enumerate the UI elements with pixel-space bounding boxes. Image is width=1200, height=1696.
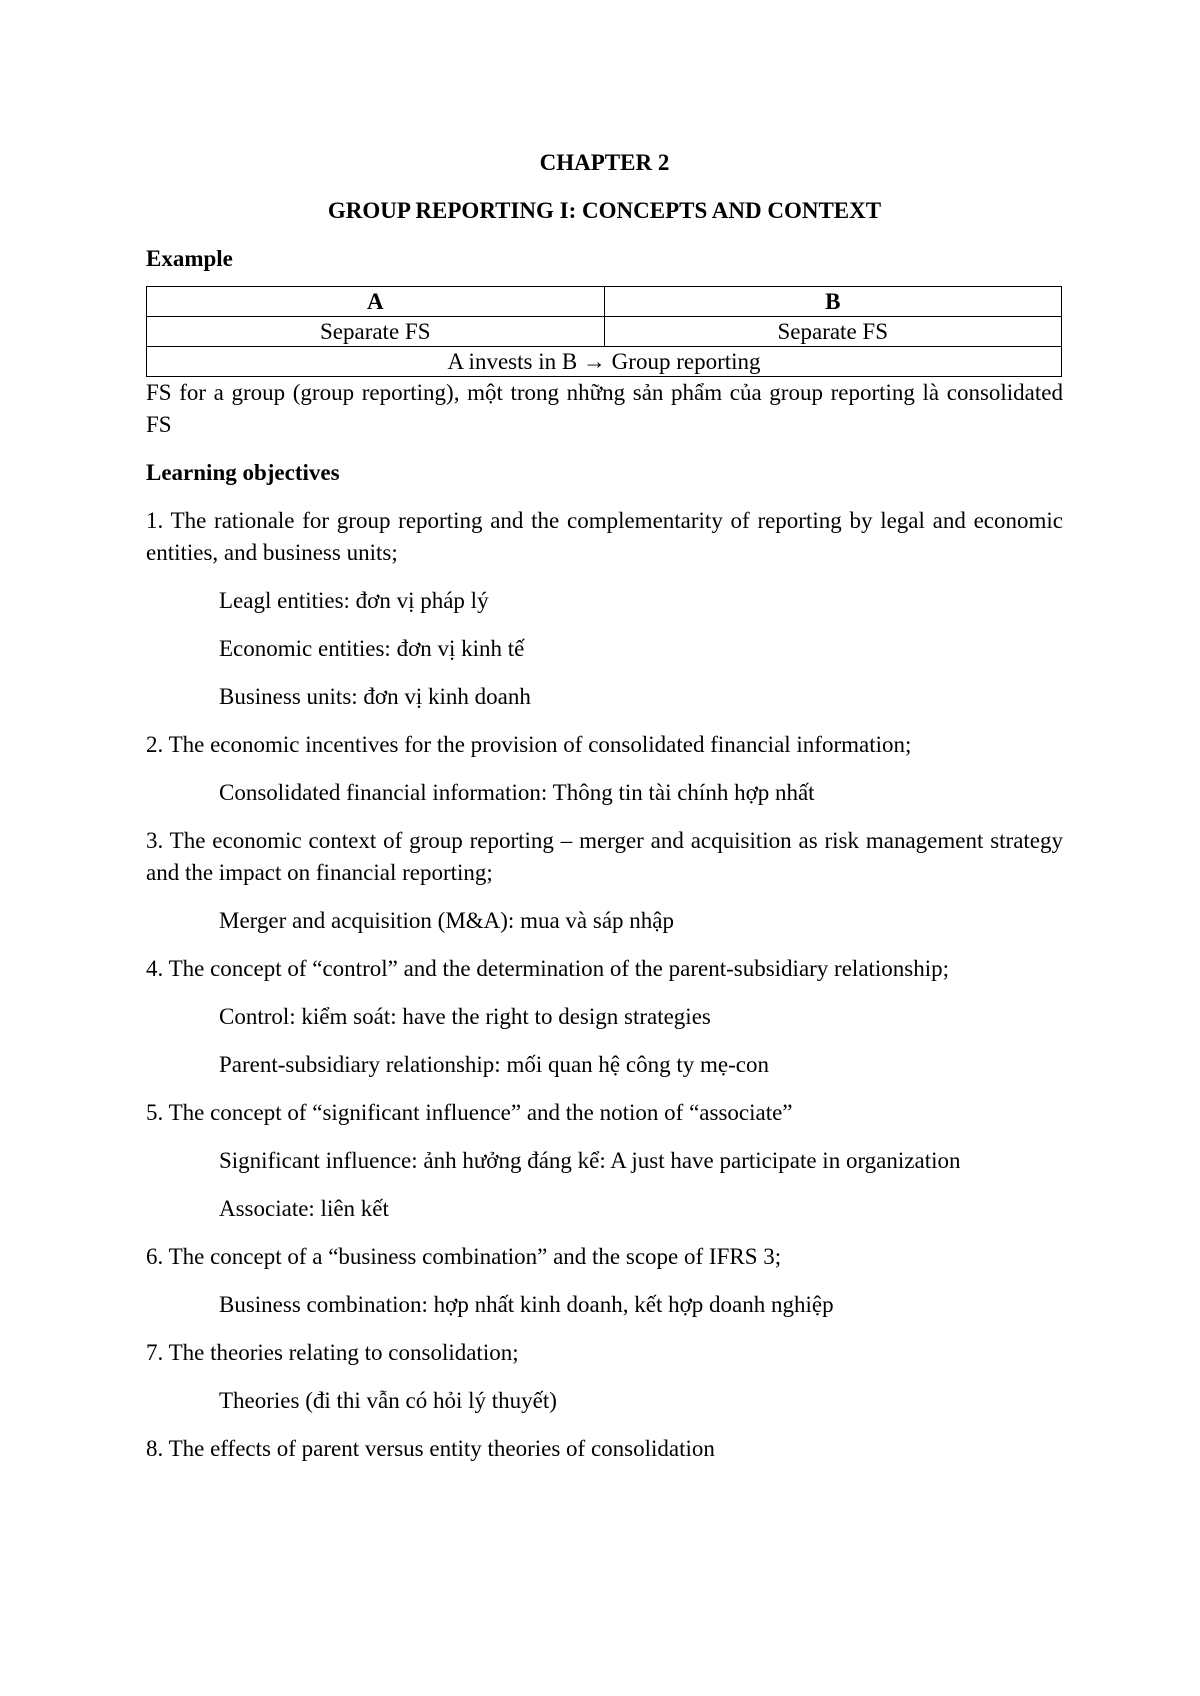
table-cell: B	[604, 287, 1062, 317]
objectives-heading: Learning objectives	[146, 460, 340, 485]
example-heading: Example	[146, 246, 233, 271]
table-header-row	[147, 287, 1062, 317]
objective-note: Parent-subsidiary relationship: mối quan hệ công ty mẹ-con	[219, 1052, 769, 1077]
objective-note: Associate: liên kết	[219, 1196, 389, 1221]
table-merged-cell: A invests in B → Group reporting	[147, 347, 1062, 377]
chapter-title: GROUP REPORTING I: CONCEPTS AND CONTEXT	[327, 198, 882, 223]
objective-note: Theories (đi thi vẫn có hỏi lý thuyết)	[219, 1388, 557, 1413]
example-table	[146, 286, 1062, 377]
objective-item: 3. The economic context of group reporting – merger and acquisition as risk management strategy and the impact on financial reporting;	[146, 828, 1063, 885]
objective-item: 8. The effects of parent versus entity theories of consolidation	[146, 1436, 715, 1461]
fs-note: FS for a group (group reporting), một trong những sản phẩm của group reporting là consolidated FS	[146, 380, 1063, 437]
objective-note: Consolidated financial information: Thông tin tài chính hợp nhất	[219, 780, 815, 805]
table-row	[147, 347, 1062, 377]
objective-item: 2. The economic incentives for the provision of consolidated financial information;	[146, 732, 912, 757]
table-cell: Separate FS	[604, 317, 1062, 347]
objective-note: Business units: đơn vị kinh doanh	[219, 684, 531, 709]
objective-note: Significant influence: ảnh hưởng đáng kể: A just have participate in organization	[219, 1148, 961, 1173]
table-cell: Separate FS	[147, 317, 605, 347]
objective-item: 4. The concept of “control” and the determination of the parent-subsidiary relationship;	[146, 956, 950, 981]
objective-item: 6. The concept of a “business combination” and the scope of IFRS 3;	[146, 1244, 782, 1269]
objective-note: Business combination: hợp nhất kinh doanh, kết hợp doanh nghiệp	[219, 1292, 834, 1317]
objective-note: Economic entities: đơn vị kinh tế	[219, 636, 525, 661]
objective-item: 7. The theories relating to consolidation;	[146, 1340, 519, 1365]
objective-note: Leagl entities: đơn vị pháp lý	[219, 588, 489, 613]
table-row	[147, 317, 1062, 347]
chapter-label: CHAPTER 2	[539, 150, 670, 175]
objective-note: Merger and acquisition (M&A): mua và sáp nhập	[219, 908, 674, 933]
objective-item: 5. The concept of “significant influence” and the notion of “associate”	[146, 1100, 793, 1125]
objective-item: 1. The rationale for group reporting and the complementarity of reporting by legal and economic entities, and business units;	[146, 508, 1063, 565]
table-cell: A	[147, 287, 605, 317]
objective-note: Control: kiểm soát: have the right to design strategies	[219, 1004, 711, 1029]
